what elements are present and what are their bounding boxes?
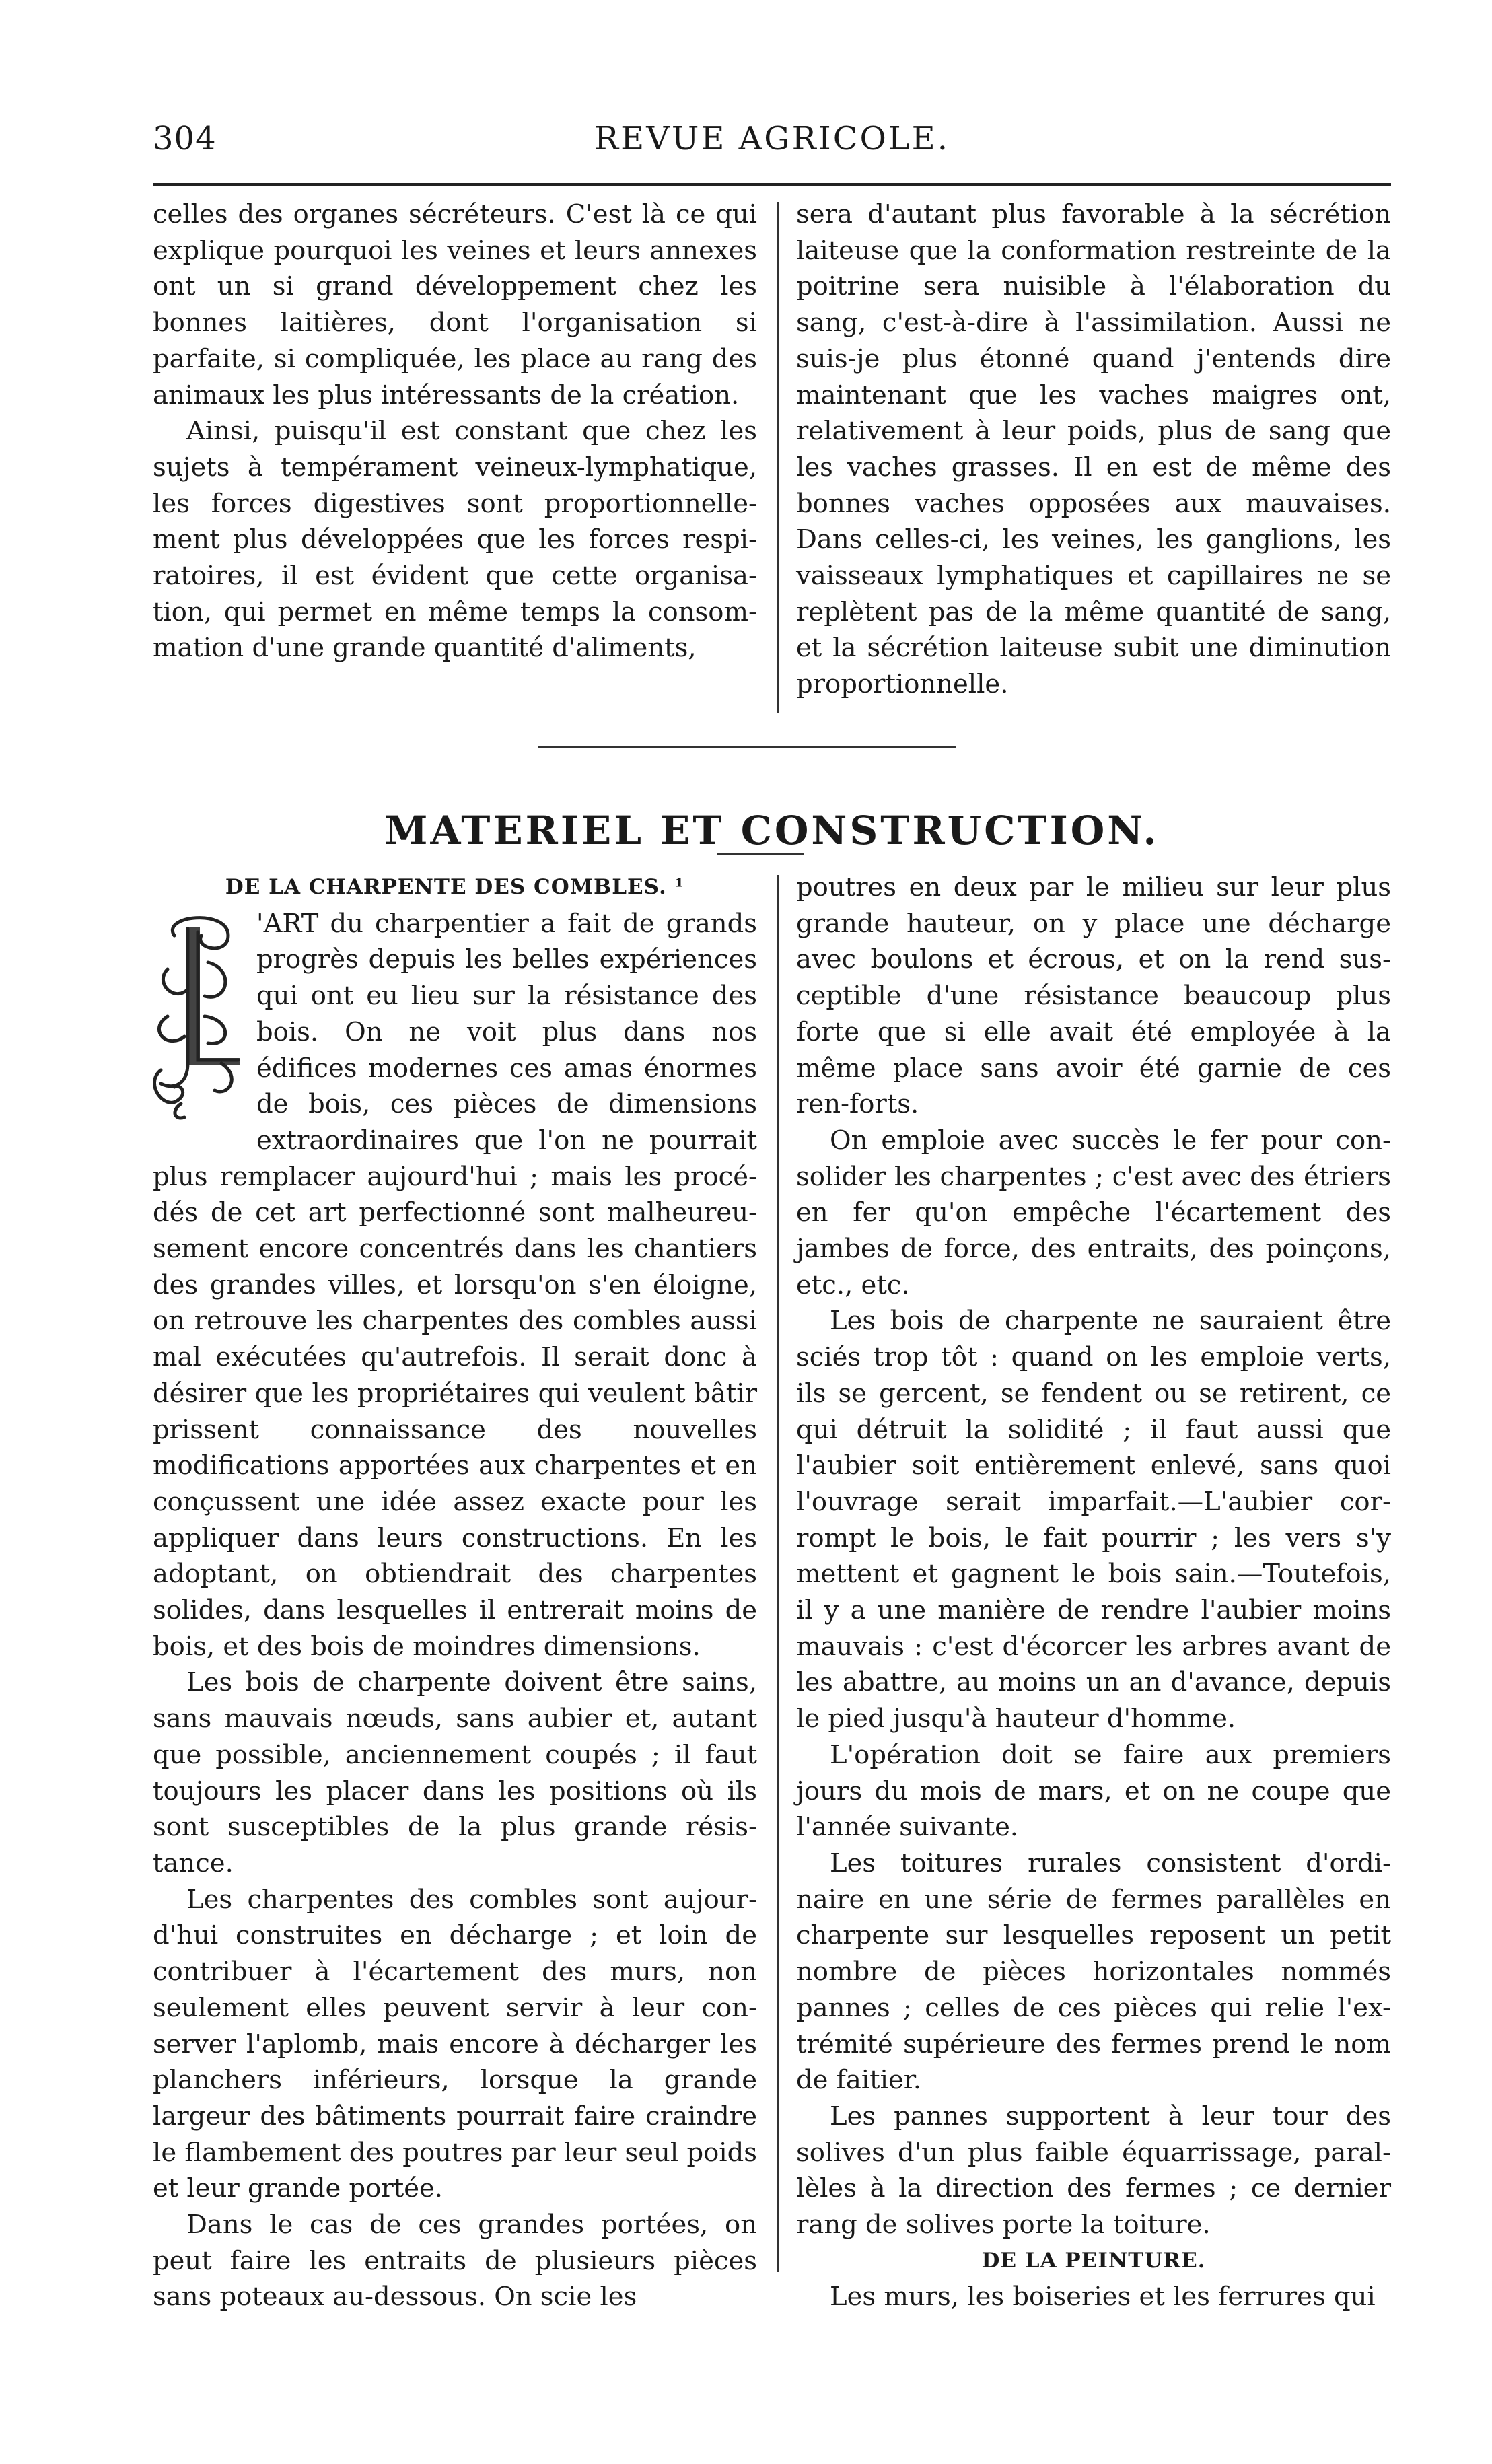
title-rule (717, 853, 804, 855)
paragraph: Les bois de charpente ne sauraient être sciés trop tôt : quand on les emploie verts, ils se gercent, se fendent ou se retirent, ce qui détruit la solidité ; il faut aussi que l'aubier soit entièrement enlevé, sans quoi l'ouvrage serait imparfait.—L'aubier cor-rompt le bois, le fait pourrir ; les vers s'y mettent et gagnent le bois sain.—Toutefois, il y a une manière de rendre l'aubier moins mauvais : c'est d'écorcer les arbres avant de les abattre, au moins un an d'avance, depuis le pied jusqu'à hauteur d'homme. (796, 1306, 1391, 1734)
page-number: 304 (153, 120, 217, 157)
top-left-column (153, 197, 757, 666)
paragraph: Les murs, les boiseries et les ferrures qui (830, 2282, 1376, 2313)
header-rule (153, 183, 1391, 186)
running-head (153, 120, 1391, 167)
paragraph: L'opération doit se faire aux premiers jours du mois de mars, et on ne coupe que l'année suivante. (796, 1739, 1391, 1843)
paragraph: poutres en deux par le milieu sur leur plus grande hauteur, on y place une décharge avec boulons et écrous, et on la rend sus-ceptible d'une résistance beaucoup plus forte que si elle avait été employée à la même place sans avoir été garnie de ces ren-forts. (796, 872, 1391, 1120)
column-separator (777, 875, 779, 2272)
subheading-peinture: DE LA PEINTURE. (981, 2248, 1206, 2273)
paragraph: sera d'autant plus favorable à la sécrétion laiteuse que la conformation restreinte de la poitrine sera nuisible à l'élaboration du sang, c'est-à-dire à l'assimilation. Aussi ne suis-je plus étonné quand j'entends dire maintenant que les vaches maigres ont, relativement à leur poids, plus de sang que les vaches grasses. Il en est de même des bonnes vaches opposées aux mauvaises. Dans celles-ci, les veines, les ganglions, les vaisseaux lymphatiques et capillaires ne se replètent pas de la même quantité de sang, et la sécrétion laiteuse subit une diminution proportionnelle. (796, 199, 1391, 700)
lower-right-column (796, 870, 1391, 2315)
paragraph (153, 906, 757, 1665)
footnote-mark: ¹ (674, 875, 685, 899)
paragraph: Les toitures rurales consistent d'ordi-naire en une série de fermes parallèles en charpente sur lesquelles reposent un petit nombre de pièces horizontales nommés pannes ; celles de ces pièces qui relie l'ex-trémité supérieure des fermes prend le nom de faitier. (796, 1847, 1391, 2096)
top-right-column (796, 197, 1391, 703)
section-divider (538, 746, 956, 748)
section-title: MATERIEL ET CONSTRUCTION. (384, 807, 1160, 853)
paragraph: Dans le cas de ces grandes portées, on peut faire les entraits de plusieurs pièces sans poteaux au-dessous. On scie les (153, 2210, 757, 2313)
column-separator (777, 202, 779, 713)
paragraph: Les bois de charpente doivent être sains, sans mauvais nœuds, sans aubier et, autant que possible, anciennement coupés ; il faut toujours les placer dans les positions où ils sont susceptibles de la plus grande résis-tance. (153, 1667, 757, 1878)
paragraph: Les pannes supportent à leur tour des solives d'un plus faible équarrissage, paral-lèles à la direction des fermes ; ce dernier rang de solives porte la toiture. (796, 2101, 1391, 2241)
paragraph: celles des organes sécréteurs. C'est là ce qui explique pourquoi les veines et leurs annexes ont un si grand développement chez les bonnes laitières, dont l'organisation si parfaite, si compliquée, les place au rang des animaux les plus intéressants de la création. (153, 199, 757, 411)
ornamental-dropcap-l (147, 909, 248, 1124)
paragraph: On emploie avec succès le fer pour con-solider les charpentes ; c'est avec des étriers en fer qu'on empêche l'écartement des jambes de force, des entraits, des poinçons, etc., etc. (796, 1125, 1391, 1300)
journal-title: REVUE AGRICOLE. (594, 120, 950, 157)
subheading-charpente: DE LA CHARPENTE DES COMBLES. ¹ (225, 875, 685, 899)
paragraph-text: 'ART du charpentier a fait de grands progrès depuis les belles expériences qui ont eu lieu sur la résistance des bois. On ne voit plus dans nos édifices modernes ces amas énormes de bois, ces pièces de dimensions extraordinaires que l'on ne pourrait plus remplacer aujourd'hui ; mais les procé-dés de cet art perfectionné sont malheureu-sement encore concentrés dans les chantiers des grandes villes, et lorsqu'on s'en éloigne, on retrouve les charpentes des combles aussi mal exécutées qu'autrefois. Il serait donc à désirer que les propriétaires qui veulent bâtir prissent connaissance des nouvelles modifications apportées aux charpentes et en conçussent une idée assez exacte pour les appliquer dans leurs constructions. En les adoptant, on obtiendrait des charpentes solides, dans lesquelles il entrerait moins de bois, et des bois de moindres dimensions. (153, 908, 757, 1662)
lower-left-column (153, 870, 757, 2315)
paragraph: Ainsi, puisqu'il est constant que chez les sujets à tempérament veineux-lymphatique, les forces digestives sont proportionnelle-ment plus développées que les forces respi-ratoires, il est évident que cette organisa-tion, qui permet en même temps la consom-mation d'une grande quantité d'aliments, (153, 416, 757, 664)
paragraph: Les charpentes des combles sont aujour-d'hui construites en décharge ; et loin de contribuer à l'écartement des murs, non seulement elles peuvent servir à leur con-server l'aplomb, mais encore à décharger les planchers inférieurs, lorsque la grande largeur des bâtiments pourrait faire craindre le flambement des poutres par leur seul poids et leur grande portée. (153, 1884, 757, 2204)
